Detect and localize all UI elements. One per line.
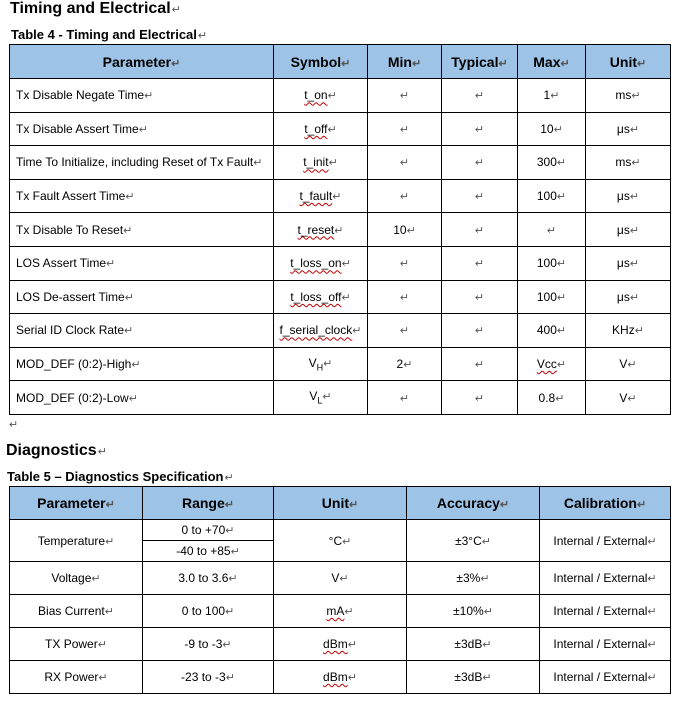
max-cell — [518, 79, 586, 113]
column-header: Unit↵ — [586, 45, 671, 79]
min-text: 10 — [393, 222, 407, 237]
column-header: Parameter↵ — [10, 45, 274, 79]
unit-text: μs — [616, 222, 630, 237]
accuracy-cell — [407, 595, 540, 628]
max-text: 100 — [536, 189, 557, 204]
paragraph-mark-icon: ↵ — [474, 258, 485, 271]
parameter-text: RX Power — [44, 670, 99, 684]
range-cell — [143, 661, 274, 694]
typical-cell — [442, 79, 518, 113]
paragraph-mark-icon: ↵ — [627, 392, 637, 405]
paragraph-mark-icon: ↵ — [225, 606, 235, 618]
unit-cell — [274, 595, 407, 628]
table-row — [10, 213, 671, 247]
accuracy-text: ±10% — [453, 604, 484, 618]
paragraph-mark-icon: ↵ — [399, 90, 410, 103]
min-cell — [368, 381, 442, 415]
paragraph-mark-icon: ↵ — [144, 90, 154, 103]
paragraph-mark-icon: ↵ — [224, 472, 234, 484]
max-text: 1 — [543, 88, 551, 103]
calibration-text: Internal / External — [553, 571, 648, 585]
unit-text: ms — [615, 155, 632, 170]
unit-text: mA — [326, 604, 345, 618]
symbol-cell — [274, 79, 368, 113]
calibration-cell — [540, 595, 671, 628]
max-text: 400 — [536, 323, 557, 338]
paragraph-mark-icon: ↵ — [128, 392, 138, 405]
parameter-cell — [10, 280, 274, 314]
min-cell — [368, 347, 442, 381]
paragraph-mark-icon: ↵ — [399, 392, 410, 405]
paragraph-mark-icon: ↵ — [634, 325, 644, 338]
paragraph-mark-icon: ↵ — [556, 191, 567, 204]
symbol-text: t_fault — [299, 189, 333, 204]
max-cell — [518, 246, 586, 280]
paragraph-mark-icon: ↵ — [474, 291, 485, 304]
table-row — [10, 79, 671, 113]
paragraph-mark-icon: ↵ — [474, 224, 485, 237]
timing-electrical-table — [9, 44, 671, 415]
symbol-cell — [274, 381, 368, 415]
parameter-cell — [10, 246, 274, 280]
symbol-text: t_reset — [297, 222, 335, 237]
paragraph-mark-icon: ↵ — [124, 325, 134, 338]
unit-cell — [586, 314, 671, 348]
symbol-text: t_on — [304, 88, 328, 103]
paragraph-mark-icon: ↵ — [97, 639, 107, 651]
column-header: Unit↵ — [274, 487, 407, 520]
paragraph-mark-icon: ↵ — [556, 325, 567, 338]
unit-text: μs — [616, 189, 630, 204]
min-cell — [368, 146, 442, 180]
unit-cell — [586, 347, 671, 381]
paragraph-mark-icon: ↵ — [327, 90, 337, 103]
unit-cell — [586, 213, 671, 247]
paragraph-mark-icon: ↵ — [399, 191, 410, 204]
table-row — [10, 280, 671, 314]
paragraph-mark-icon: ↵ — [399, 291, 410, 304]
max-cell — [518, 381, 586, 415]
paragraph-mark-icon: ↵ — [228, 573, 238, 585]
diagnostics-table — [9, 486, 671, 694]
range-text: 3.0 to 3.6 — [178, 571, 229, 585]
paragraph-mark-icon: ↵ — [399, 258, 410, 271]
section-title-timing: Timing and Electrical↵ — [10, 0, 181, 17]
max-cell — [518, 347, 586, 381]
paragraph-mark-icon: ↵ — [131, 359, 141, 372]
table5-caption: Table 5 – Diagnostics Specification↵ — [7, 469, 234, 484]
unit-cell — [586, 179, 671, 213]
paragraph-mark-icon: ↵ — [97, 446, 107, 458]
paragraph-mark-icon: ↵ — [631, 157, 641, 170]
paragraph-mark-icon: ↵ — [339, 573, 349, 585]
unit-text: ms — [615, 88, 632, 103]
accuracy-cell — [407, 628, 540, 661]
paragraph-mark-icon: ↵ — [550, 90, 560, 103]
paragraph-mark-icon: ↵ — [627, 359, 637, 372]
paragraph-mark-icon: ↵ — [341, 291, 351, 304]
max-text: 0.8 — [538, 390, 556, 405]
paragraph-mark-icon: ↵ — [556, 291, 567, 304]
symbol-cell — [274, 213, 368, 247]
paragraph-mark-icon: ↵ — [124, 291, 134, 304]
paragraph-mark-icon: ↵ — [332, 191, 342, 204]
parameter-cell — [10, 381, 274, 415]
accuracy-text: ±3dB — [454, 637, 483, 651]
paragraph-mark-icon: ↵ — [629, 224, 640, 237]
parameter-text: Tx Disable Negate Time — [16, 88, 145, 103]
calibration-text: Internal / External — [553, 637, 648, 651]
range-text: -23 to -3 — [181, 670, 226, 684]
table-row — [10, 661, 671, 694]
max-text: 100 — [536, 289, 557, 304]
calibration-text: Internal / External — [553, 670, 648, 684]
paragraph-mark-icon: ↵ — [647, 672, 657, 684]
table4-header-row — [10, 45, 671, 79]
parameter-text: LOS Assert Time — [16, 256, 107, 271]
paragraph-mark-icon: ↵ — [323, 357, 333, 370]
unit-cell — [274, 661, 407, 694]
parameter-text: Tx Disable Assert Time — [16, 121, 139, 136]
paragraph-mark-icon: ↵ — [556, 359, 567, 372]
max-cell — [518, 314, 586, 348]
symbol-text: f_serial_clock — [279, 323, 353, 338]
range-cell — [143, 595, 274, 628]
max-text: 10 — [540, 121, 554, 136]
min-cell — [368, 213, 442, 247]
column-header: Accuracy↵ — [407, 487, 540, 520]
column-header: Parameter↵ — [10, 487, 143, 520]
typical-cell — [442, 112, 518, 146]
typical-cell — [442, 146, 518, 180]
paragraph-mark-icon: ↵ — [399, 325, 410, 338]
table-row — [10, 314, 671, 348]
unit-cell — [586, 381, 671, 415]
table-row — [10, 562, 671, 595]
symbol-cell — [274, 146, 368, 180]
temperature-calibration-cell: Internal / External↵ — [540, 520, 671, 562]
table-row-temperature — [10, 520, 671, 541]
column-header: Max↵ — [518, 45, 586, 79]
max-cell — [518, 179, 586, 213]
paragraph-mark-icon: ↵ — [647, 639, 657, 651]
paragraph-mark-icon: ↵ — [556, 258, 567, 271]
paragraph-mark-icon: ↵ — [347, 639, 357, 651]
paragraph-mark-icon: ↵ — [474, 191, 485, 204]
unit-cell — [586, 146, 671, 180]
symbol-subscript: H — [316, 362, 324, 373]
paragraph-mark-icon: ↵ — [474, 123, 485, 136]
unit-cell — [586, 112, 671, 146]
paragraph-mark-icon: ↵ — [631, 90, 641, 103]
table5-header-row — [10, 487, 671, 520]
max-text: 300 — [536, 155, 557, 170]
parameter-text: TX Power — [45, 637, 98, 651]
temperature-accuracy-cell: ±3°C↵ — [407, 520, 540, 562]
symbol-cell — [274, 112, 368, 146]
paragraph-mark-icon: ↵ — [629, 291, 640, 304]
unit-cell — [586, 79, 671, 113]
paragraph-mark-icon: ↵ — [482, 639, 492, 651]
symbol-text: t_off — [304, 121, 328, 136]
typical-cell — [442, 381, 518, 415]
calibration-text: Internal / External — [553, 604, 648, 618]
table-row — [10, 595, 671, 628]
symbol-text: t_loss_on — [290, 256, 342, 271]
min-cell — [368, 79, 442, 113]
max-cell — [518, 112, 586, 146]
unit-text: V — [619, 390, 628, 405]
paragraph-mark-icon: ↵ — [9, 419, 19, 431]
symbol-cell — [274, 347, 368, 381]
unit-text: μs — [616, 121, 630, 136]
paragraph-mark-icon: ↵ — [222, 639, 232, 651]
paragraph-mark-icon: ↵ — [555, 392, 565, 405]
symbol-cell — [274, 246, 368, 280]
calibration-cell — [540, 661, 671, 694]
paragraph-mark-icon: ↵ — [406, 224, 416, 237]
section-title-diagnostics: Diagnostics↵ — [6, 442, 107, 459]
table-row — [10, 112, 671, 146]
paragraph-mark-icon: ↵ — [334, 224, 344, 237]
paragraph-mark-icon: ↵ — [556, 157, 567, 170]
unit-text: V — [619, 357, 628, 372]
min-cell — [368, 179, 442, 213]
parameter-text: Time To Initialize, including Reset of Tx Fault — [16, 155, 254, 170]
temperature-range-2-cell: -40 to +85↵ — [143, 541, 274, 562]
symbol-cell — [274, 314, 368, 348]
column-header: Typical↵ — [442, 45, 518, 79]
parameter-text: MOD_DEF (0:2)-Low — [16, 390, 129, 405]
paragraph-mark-icon: ↵ — [474, 392, 485, 405]
table-row — [10, 381, 671, 415]
unit-cell — [586, 246, 671, 280]
min-cell — [368, 112, 442, 146]
symbol-cell — [274, 280, 368, 314]
temperature-parameter-cell: Temperature↵ — [10, 520, 143, 562]
parameter-text: Voltage — [51, 571, 92, 585]
paragraph-mark-icon: ↵ — [123, 224, 133, 237]
symbol-cell — [274, 179, 368, 213]
parameter-text: MOD_DEF (0:2)-High — [16, 357, 132, 372]
unit-text: KHz — [612, 323, 635, 338]
temperature-unit-cell: °C↵ — [274, 520, 407, 562]
typical-cell — [442, 314, 518, 348]
paragraph-mark-icon: ↵ — [328, 157, 338, 170]
max-cell — [518, 213, 586, 247]
paragraph-mark-icon: ↵ — [474, 359, 485, 372]
paragraph-mark-icon: ↵ — [399, 123, 410, 136]
min-cell — [368, 314, 442, 348]
max-cell — [518, 146, 586, 180]
parameter-cell — [10, 628, 143, 661]
paragraph-mark-icon: ↵ — [403, 359, 413, 372]
typical-cell — [442, 179, 518, 213]
paragraph-mark-icon: ↵ — [125, 191, 135, 204]
range-text: -9 to -3 — [184, 637, 223, 651]
accuracy-text: ±3dB — [454, 670, 483, 684]
parameter-cell — [10, 347, 274, 381]
paragraph-mark-icon: ↵ — [399, 157, 410, 170]
range-cell — [143, 628, 274, 661]
calibration-cell — [540, 628, 671, 661]
paragraph-mark-icon: ↵ — [104, 606, 114, 618]
min-cell — [368, 246, 442, 280]
accuracy-cell — [407, 661, 540, 694]
paragraph-mark-icon: ↵ — [327, 123, 337, 136]
parameter-cell — [10, 661, 143, 694]
table-row — [10, 628, 671, 661]
symbol-text: V — [309, 389, 318, 404]
paragraph-mark-icon: ↵ — [483, 606, 493, 618]
paragraph-mark-icon: ↵ — [347, 672, 357, 684]
paragraph-mark-icon: ↵ — [546, 224, 557, 237]
paragraph-mark-icon: ↵ — [98, 672, 108, 684]
unit-cell — [274, 562, 407, 595]
parameter-text: Serial ID Clock Rate — [16, 323, 125, 338]
paragraph-mark-icon: ↵ — [171, 4, 181, 16]
typical-cell — [442, 246, 518, 280]
symbol-text: t_loss_off — [290, 289, 342, 304]
range-cell — [143, 562, 274, 595]
paragraph-mark-icon: ↵ — [341, 258, 351, 271]
column-header: Symbol↵ — [274, 45, 368, 79]
min-text: 2 — [396, 357, 404, 372]
max-cell — [518, 280, 586, 314]
paragraph-mark-icon: ↵ — [629, 191, 640, 204]
unit-cell — [274, 628, 407, 661]
parameter-cell — [10, 179, 274, 213]
paragraph-mark-icon: ↵ — [197, 30, 208, 42]
parameter-cell — [10, 213, 274, 247]
paragraph-mark-icon: ↵ — [647, 606, 657, 618]
paragraph-mark-icon: ↵ — [344, 606, 354, 618]
column-header: Min↵ — [368, 45, 442, 79]
symbol-text: V — [308, 355, 317, 370]
paragraph-mark-icon: ↵ — [474, 90, 485, 103]
paragraph-mark-icon: ↵ — [647, 573, 657, 585]
range-text: 0 to 100 — [181, 604, 226, 618]
max-text: 100 — [536, 256, 557, 271]
paragraph-mark-icon: ↵ — [225, 672, 235, 684]
column-header: Range↵ — [143, 487, 274, 520]
parameter-text: LOS De-assert Time — [16, 289, 125, 304]
parameter-cell — [10, 79, 274, 113]
unit-text: μs — [616, 256, 630, 271]
min-cell — [368, 280, 442, 314]
table-row — [10, 347, 671, 381]
unit-text: μs — [616, 289, 630, 304]
unit-cell — [586, 280, 671, 314]
table-row — [10, 146, 671, 180]
parameter-cell — [10, 314, 274, 348]
typical-cell — [442, 280, 518, 314]
paragraph-mark-icon: ↵ — [138, 123, 148, 136]
parameter-cell — [10, 112, 274, 146]
paragraph-mark-icon: ↵ — [352, 325, 362, 338]
typical-cell — [442, 347, 518, 381]
parameter-text: Bias Current — [38, 604, 105, 618]
paragraph-mark-icon: ↵ — [629, 258, 640, 271]
symbol-text: t_init — [303, 155, 329, 170]
unit-text: dBm — [323, 670, 348, 684]
paragraph-mark-icon: ↵ — [553, 123, 563, 136]
table-row — [10, 246, 671, 280]
paragraph-mark-icon: ↵ — [629, 123, 640, 136]
paragraph-mark-icon: ↵ — [474, 325, 485, 338]
parameter-cell — [10, 562, 143, 595]
calibration-cell — [540, 562, 671, 595]
symbol-subscript: L — [317, 395, 323, 406]
table4-caption: Table 4 - Timing and Electrical↵ — [11, 27, 208, 42]
unit-text: V — [331, 571, 340, 585]
max-text: Vcc — [536, 357, 557, 372]
parameter-cell — [10, 595, 143, 628]
parameter-text: Tx Fault Assert Time — [16, 189, 126, 204]
paragraph-mark-icon: ↵ — [474, 157, 485, 170]
paragraph-mark-icon: ↵ — [106, 258, 116, 271]
paragraph-mark-icon: ↵ — [253, 157, 263, 170]
accuracy-cell — [407, 562, 540, 595]
typical-cell — [442, 213, 518, 247]
parameter-cell — [10, 146, 274, 180]
column-header: Calibration↵ — [540, 487, 671, 520]
parameter-text: Tx Disable To Reset — [16, 222, 124, 237]
paragraph-mark-icon: ↵ — [322, 391, 332, 404]
paragraph-mark-icon: ↵ — [482, 672, 492, 684]
paragraph-mark-icon: ↵ — [480, 573, 490, 585]
unit-text: dBm — [323, 637, 348, 651]
paragraph-mark-icon: ↵ — [91, 573, 101, 585]
accuracy-text: ±3% — [456, 571, 481, 585]
table-row — [10, 179, 671, 213]
temperature-range-1-cell: 0 to +70↵ — [143, 520, 274, 541]
